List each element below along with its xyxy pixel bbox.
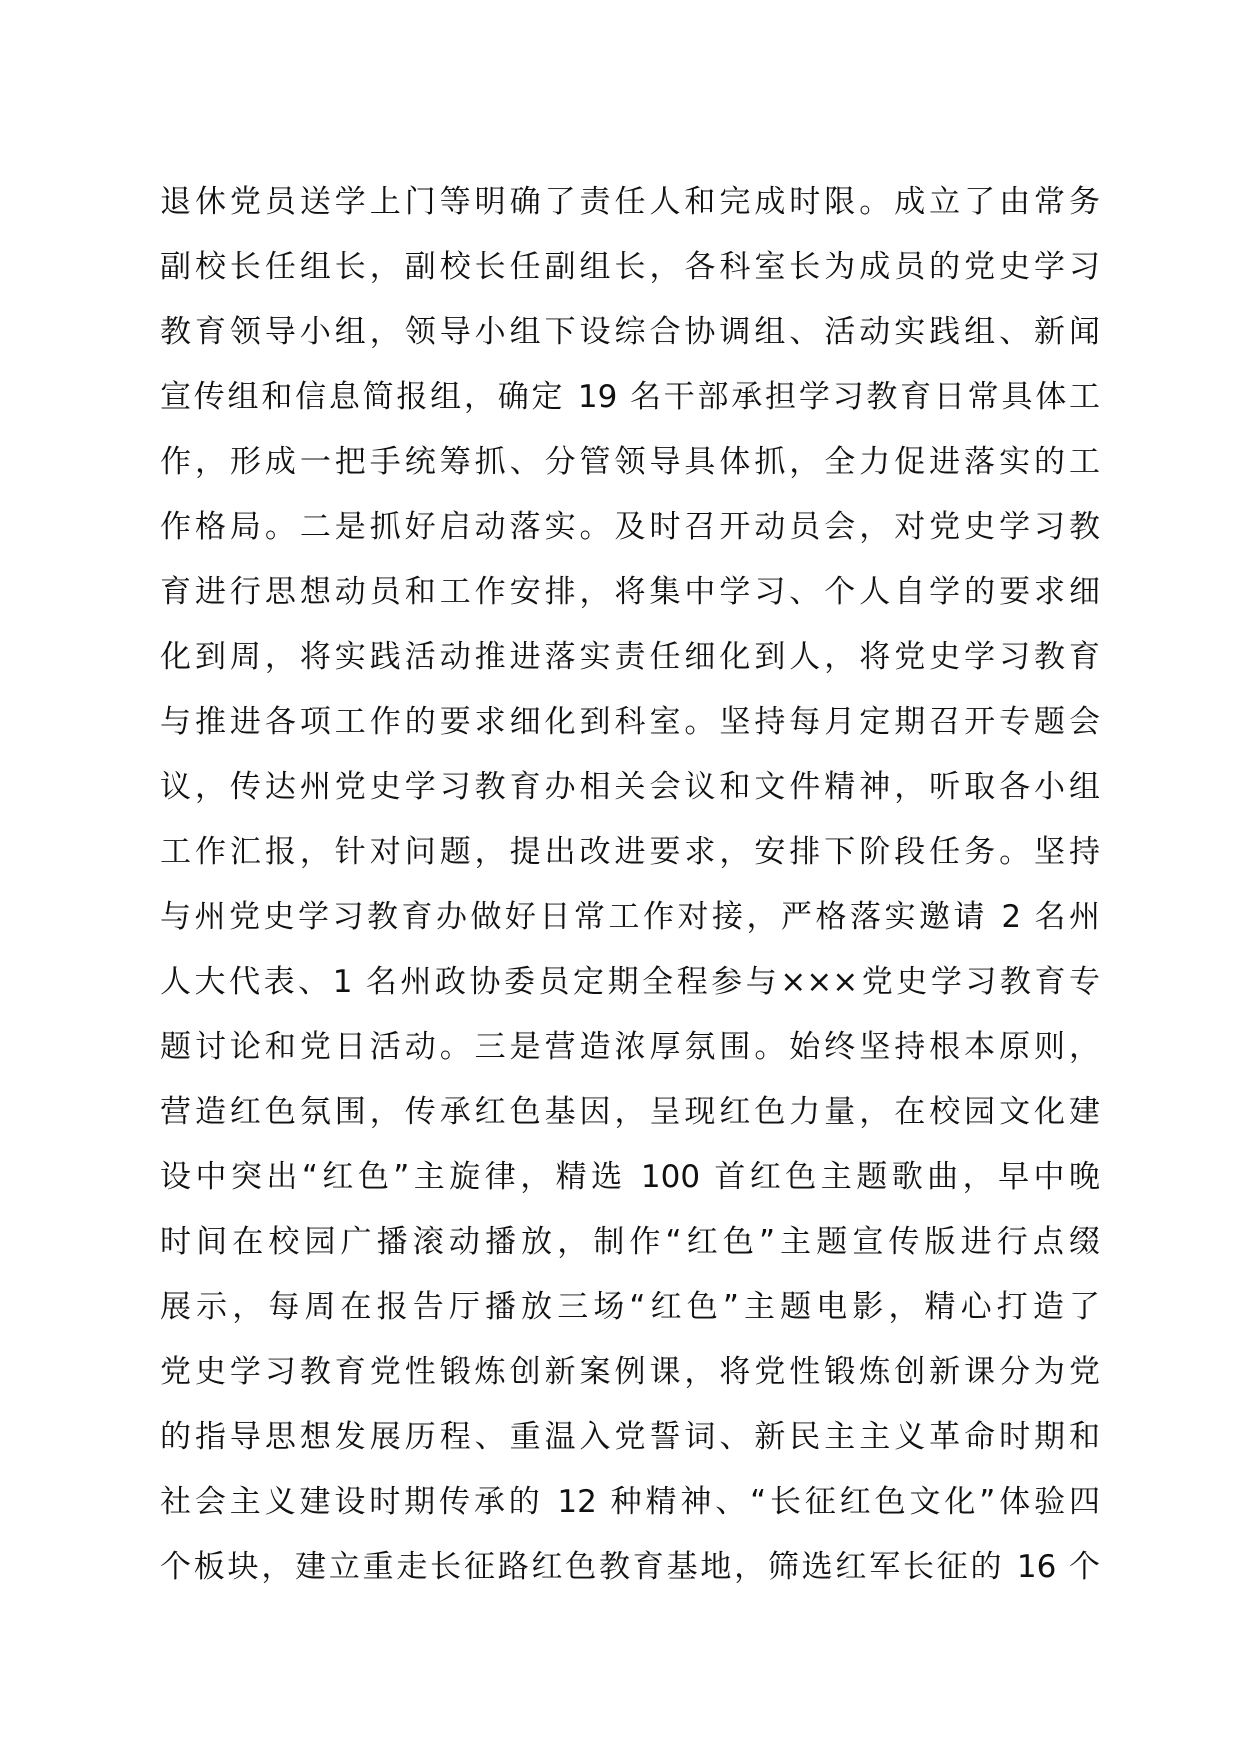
text-line: 作格局。二是抓好启动落实。及时召开动员会，对党史学习教 [160, 509, 1100, 545]
text-line: 退休党员送学上门等明确了责任人和完成时限。成立了由常务 [160, 184, 1100, 220]
body-text [160, 170, 1100, 1600]
text-line: 教育领导小组，领导小组下设综合协调组、活动实践组、新闻 [160, 314, 1100, 350]
text-line: 个板块，建立重走长征路红色教育基地，筛选红军长征的 16 个 [160, 1549, 1100, 1585]
text-line: 题讨论和党日活动。三是营造浓厚氛围。始终坚持根本原则， [160, 1029, 1100, 1065]
text-line: 工作汇报，针对问题，提出改进要求，安排下阶段任务。坚持 [160, 834, 1100, 870]
text-line: 化到周，将实践活动推进落实责任细化到人，将党史学习教育 [160, 639, 1100, 675]
text-line: 宣传组和信息简报组，确定 19 名干部承担学习教育日常具体工 [160, 379, 1100, 415]
text-line: 展示，每周在报告厅播放三场“红色”主题电影，精心打造了 [160, 1289, 1100, 1325]
text-line: 与州党史学习教育办做好日常工作对接，严格落实邀请 2 名州 [160, 899, 1100, 935]
text-line: 与推进各项工作的要求细化到科室。坚持每月定期召开专题会 [160, 704, 1100, 740]
text-line: 议，传达州党史学习教育办相关会议和文件精神，听取各小组 [160, 769, 1100, 805]
text-line: 副校长任组长，副校长任副组长，各科室长为成员的党史学习 [160, 249, 1100, 285]
text-line: 社会主义建设时期传承的 12 种精神、“长征红色文化”体验四 [160, 1484, 1100, 1520]
text-line: 人大代表、1 名州政协委员定期全程参与×××党史学习教育专 [160, 964, 1100, 1000]
text-line: 党史学习教育党性锻炼创新案例课，将党性锻炼创新课分为党 [160, 1354, 1100, 1390]
text-line: 作，形成一把手统筹抓、分管领导具体抓，全力促进落实的工 [160, 444, 1100, 480]
text-line: 的指导思想发展历程、重温入党誓词、新民主主义革命时期和 [160, 1419, 1100, 1455]
text-line: 育进行思想动员和工作安排，将集中学习、个人自学的要求细 [160, 574, 1100, 610]
text-line: 设中突出“红色”主旋律，精选 100 首红色主题歌曲，早中晚 [160, 1159, 1100, 1195]
text-line: 营造红色氛围，传承红色基因，呈现红色力量，在校园文化建 [160, 1094, 1100, 1130]
text-line: 时间在校园广播滚动播放，制作“红色”主题宣传版进行点缀 [160, 1224, 1100, 1260]
